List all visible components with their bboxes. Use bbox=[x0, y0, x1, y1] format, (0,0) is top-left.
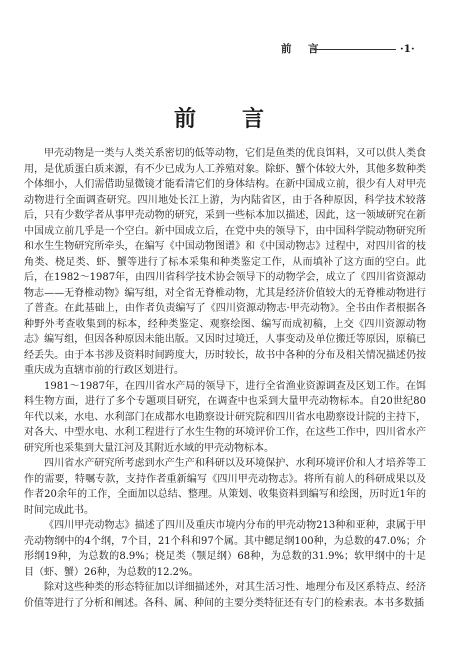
paragraph: 《四川甲壳动物志》描述了四川及重庆市境内分布的甲壳动物213种和亚种，隶属于甲壳动物纲中的4个纲，7个目，21个科和97个属。其中鳃足纲100种，为总数的47.0%；介形纲19种，为总数的8.9%；桡足类（颚足纲）68种，为总数的31.9%；软甲纲中的十足目（虾、蟹）26种，为总数的12.2%。 bbox=[24, 520, 426, 578]
paragraph: 甲壳动物是一类与人类关系密切的低等动物，它们是鱼类的优良饵料，又可以供人类食用，是优质蛋白质来源，有不少已成为人工养殖对象。除虾、蟹个体较大外，其他多数种类个体细小，人们需借助显微镜才能看清它们的身体结构。在新中国成立前，很少有人对甲壳动物进行全面调查研究。四川地处长江上游，为内陆省区，由于各种原因，科学技术较落后，只有少数学者从事甲壳动物的研究，采到一些标本加以描述，因此，这一领域研究在新中国成立前几乎是一个空白。新中国成立后，在党中央的领导下，由中国科学院动物研究所和水生生物研究所牵头，在编写《中国动物图谱》和《中国动物志》过程中，对四川省的枝角类、桡足类、虾、蟹等进行了标本采集和种类鉴定工作，从而填补了这方面的空白。此后，在1982～1987年，由四川省科学技术协会领导下的动物学会，成立了《四川省资源动物志——无脊椎动物》编写组，对全省无脊椎动物，尤其是经济价值较大的无脊椎动物进行了普查。在此基础上，由作者负责编写了《四川资源动物志·甲壳动物》。全书由作者根据各种野外考查收集到的标本，经种类鉴定、观察绘图、编写而成初稿，上交《四川资源动物志》编写组，但因各种原因未能出版。又因时过境迁，人事变动及单位搬迁等原因，原稿已经丢失。由于本书涉及资料时间跨度大，历时较长，故书中各种的分布及相关情况描述仍按重庆成为直辖市前的行政区划进行。 bbox=[24, 148, 426, 376]
running-head bbox=[24, 41, 426, 57]
running-head-title: 前 言 bbox=[281, 43, 322, 55]
page-title: 前 言 bbox=[173, 106, 276, 132]
paragraph: 1981～1987年，在四川省水产局的领导下，进行全省渔业资源调查及区划工作。在饵料生物方面，进行了多个专题项目研究，在调查中也采到大量甲壳动物标本。自20世纪80年代以来，水电、水利部门在成都水电勘察设计研究院和四川省水电勘察设计院的主持下，对各大、中型水电、水利工程进行了水生生物的环境评价工作，在这些工作中，四川省水产研究所也采集到大量江河及其附近水域的甲壳动物标本。 bbox=[24, 380, 426, 454]
paragraph: 四川省水产研究所考虑到水产生产和科研以及环境保护、水利环境评价和人才培养等工作的需要，特嘱专款，支持作者重新编写《四川甲壳动物志》。将所有前人的科研成果以及作者20余年的工作，全面加以总结、整理。从策划、收集资料到编写和绘图，历时近1年的时间完成此书。 bbox=[24, 458, 426, 516]
page-number: ·1· bbox=[400, 43, 415, 55]
body-text bbox=[24, 146, 426, 611]
paragraph: 除对这些种类的形态特征加以详细描述外，对其生活习性、地理分布及区系特点、经济价值等进行了分析和阐述。各科、属、种间的主要分类特征还有专门的检索表。本书多数插 bbox=[24, 582, 426, 609]
running-head-rule bbox=[314, 49, 396, 50]
